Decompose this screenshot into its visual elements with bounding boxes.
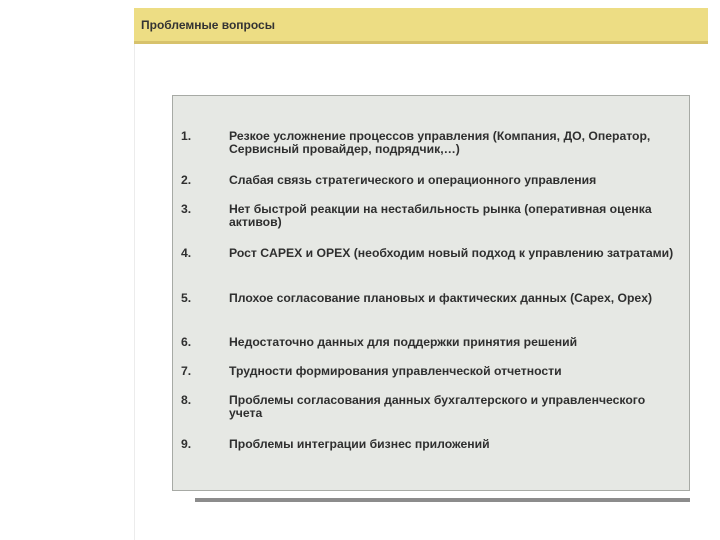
issue-text: Нет быстрой реакции на нестабильность рынка (оперативная оценка активов) <box>229 202 652 229</box>
issue-text: Трудности формирования управленческой отчетности <box>229 364 562 378</box>
issue-number: 3. <box>181 202 192 216</box>
issue-number: 5. <box>181 291 192 305</box>
issue-number: 1. <box>181 129 192 143</box>
issue-text: Проблемы интеграции бизнес приложений <box>229 437 490 451</box>
issue-number: 7. <box>181 364 192 378</box>
issue-text: Недостаточно данных для поддержки принятия решений <box>229 335 578 349</box>
issue-text: Слабая связь стратегического и операционного управления <box>229 173 597 187</box>
issue-text: Проблемы согласования данных бухгалтерского и управленческого учета <box>229 393 646 420</box>
issue-number: 9. <box>181 437 192 451</box>
issue-number: 8. <box>181 393 192 407</box>
issue-number: 4. <box>181 246 192 260</box>
issue-text: Рост CAPEX и OPEX (необходим новый подход к управлению затратами) <box>229 246 674 260</box>
issue-text: Плохое согласование плановых и фактических данных (Capex, Opex) <box>229 291 653 305</box>
issue-text: Резкое усложнение процессов управления (Компания, ДО, Оператор, Сервисный провайдер, подрядчик,…) <box>229 129 651 156</box>
left-divider <box>134 44 135 540</box>
title-bar <box>134 8 708 44</box>
bottom-rule <box>195 498 690 502</box>
page-title: Проблемные вопросы <box>141 18 275 32</box>
issue-number: 6. <box>181 335 192 349</box>
issues-panel <box>172 95 690 491</box>
issue-number: 2. <box>181 173 192 187</box>
